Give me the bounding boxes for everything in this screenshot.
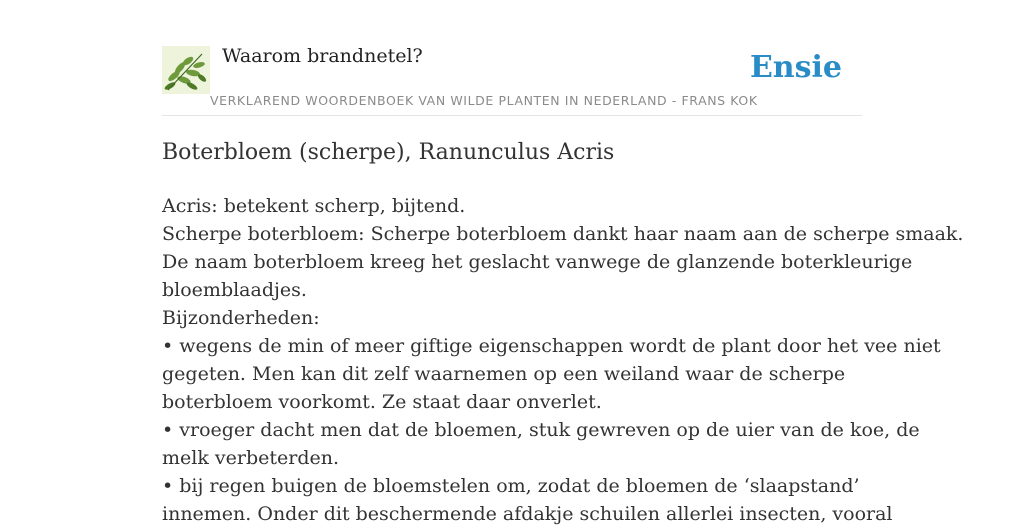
body-line: • bij regen buigen de bloemstelen om, zodat de bloemen de ‘slaapstand’	[162, 475, 860, 497]
body-line: boterbloem voorkomt. Ze staat daar onverlet.	[162, 391, 602, 413]
brand-logo[interactable]: Ensie	[749, 50, 842, 85]
body-line: De naam boterbloem kreeg het geslacht vanwege de glanzende boterkleurige	[162, 251, 913, 273]
body-line: gegeten. Men kan dit zelf waarnemen op een weiland waar de scherpe	[162, 363, 846, 385]
body-line: Bijzonderheden:	[162, 307, 320, 329]
body-line: Scherpe boterbloem: Scherpe boterbloem dankt haar naam aan de scherpe smaak.	[162, 223, 964, 245]
blog-subtitle: VERKLAREND WOORDENBOEK VAN WILDE PLANTEN IN NEDERLAND - FRANS KOK	[210, 93, 758, 108]
body-line: • wegens de min of meer giftige eigenschappen wordt de plant door het vee niet	[162, 335, 941, 357]
body-line: bloemblaadjes.	[162, 279, 307, 301]
article-body	[162, 192, 964, 528]
blog-header	[162, 0, 862, 116]
body-line: Acris: betekent scherp, bijtend.	[162, 195, 466, 217]
body-line: melk verbeterden.	[162, 447, 340, 469]
article-title: Boterbloem (scherpe), Ranunculus Acris	[162, 140, 615, 165]
fern-leaf-icon[interactable]	[162, 46, 210, 94]
body-line: innemen. Onder dit beschermende afdakje schuilen allerlei insecten, vooral	[162, 503, 893, 525]
body-line: • vroeger dacht men dat de bloemen, stuk gewreven op de uier van de koe, de	[162, 419, 920, 441]
blog-title-link[interactable]: Waarom brandnetel?	[222, 45, 423, 67]
